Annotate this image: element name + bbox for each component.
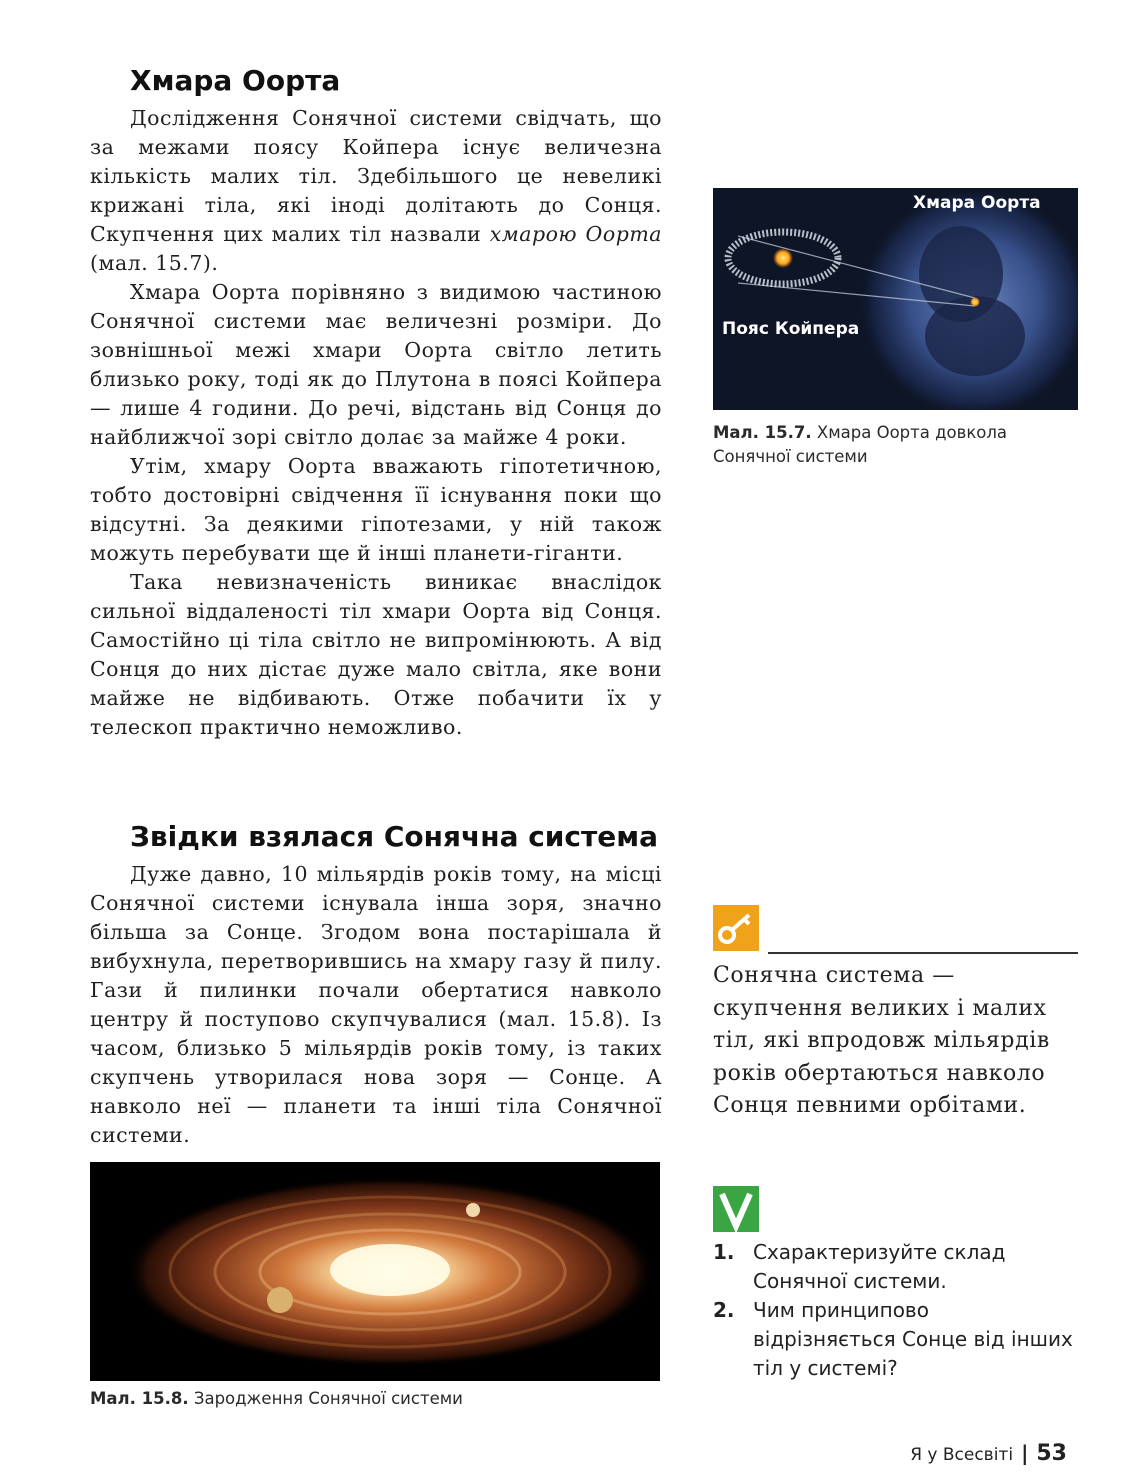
section-heading-origin: Звідки взялася Сонячна система <box>130 820 659 853</box>
solar-system-formation-illustration <box>90 1162 660 1381</box>
paragraph: Утім, хмару Оорта вважають гіпотетичною, тобто достовірні свідчення її існування поки що відсутні. За деякими гіпотезами, у ній також можуть перебувати ще й інші планети-гіганти. <box>90 454 662 565</box>
section-origin-text <box>90 860 662 1150</box>
book-title: Я у Всесвіті <box>910 1445 1014 1465</box>
definition-text: Сонячна система — скупчення великих і малих тіл, які впродовж мільярдів років обертаються навколо Сонця певними орбітами. <box>713 963 1050 1118</box>
footer-separator: | <box>1021 1441 1029 1465</box>
label-oort-cloud: Хмара Оорта <box>913 193 1041 213</box>
figure-caption-15-7: Мал. 15.7. Хмара Оорта довкола Сонячної системи <box>713 423 1008 466</box>
paragraph: Хмара Оорта порівняно з видимою частиною Сонячної системи має величезні розміри. До зовнішньої межі хмари Оорта світло летить близько року, тоді як до Плутона в поясі Койпера — лише 4 години. До речі, відстань від Сонця до найближчої зорі світло долає за майже 4 роки. <box>90 280 662 449</box>
paragraph: Дослідження Сонячної системи свідчать, що за межами поясу Койпера існує величезна кількість малих тіл. Здебільшого це невеликі крижані тіла, які іноді долітають до Сонця. Скупчення цих малих тіл назвали хмарою Оорта (мал. 15.7). <box>90 106 662 275</box>
figure-caption-15-8: Мал. 15.8. Зародження Сонячної системи <box>90 1389 463 1408</box>
page-footer <box>910 1441 1067 1466</box>
list-item: 2. Чим принципово відрізняється Сонце від інших тіл у системі? <box>713 1298 1073 1380</box>
paragraph: Дуже давно, 10 мільярдів років тому, на місці Сонячної системи існувала інша зоря, значно більша за Сонце. Згодом вона постарішала й вибухнула, перетворившись на хмару газу й пилу. Гази й пилинки почали обертатися навколо центру й поступово скупчувалися (мал. 15.8). Із часом, близько 5 мільярдів років тому, із таких скупчень утворилася нова зоря — Сонце. А навколо неї — планети та інші тіла Сонячної системи. <box>90 862 662 1147</box>
section-heading-oort: Хмара Оорта <box>130 64 341 97</box>
label-kuiper-belt: Пояс Койпера <box>722 319 860 339</box>
checkmark-icon <box>713 1186 759 1232</box>
page-number: 53 <box>1036 1441 1067 1466</box>
oort-cloud-illustration <box>713 188 1078 410</box>
paragraph: Така невизначеність виникає внаслідок сильної віддаленості тіл хмари Оорта від Сонця. Самостійно ці тіла світло не випромінюють. А від Сонця до них дістає дуже мало світла, яке вони майже не відбивають. Отже побачити їх у телескоп практично неможливо. <box>90 570 662 739</box>
term-oort-cloud: хмарою Оорта <box>489 222 662 246</box>
section-oort-text <box>90 104 662 742</box>
review-questions <box>713 1238 1073 1383</box>
list-item: 1. Схарактеризуйте склад Сонячної системи. <box>713 1240 1006 1293</box>
divider-line <box>768 952 1078 954</box>
key-icon <box>713 905 759 951</box>
